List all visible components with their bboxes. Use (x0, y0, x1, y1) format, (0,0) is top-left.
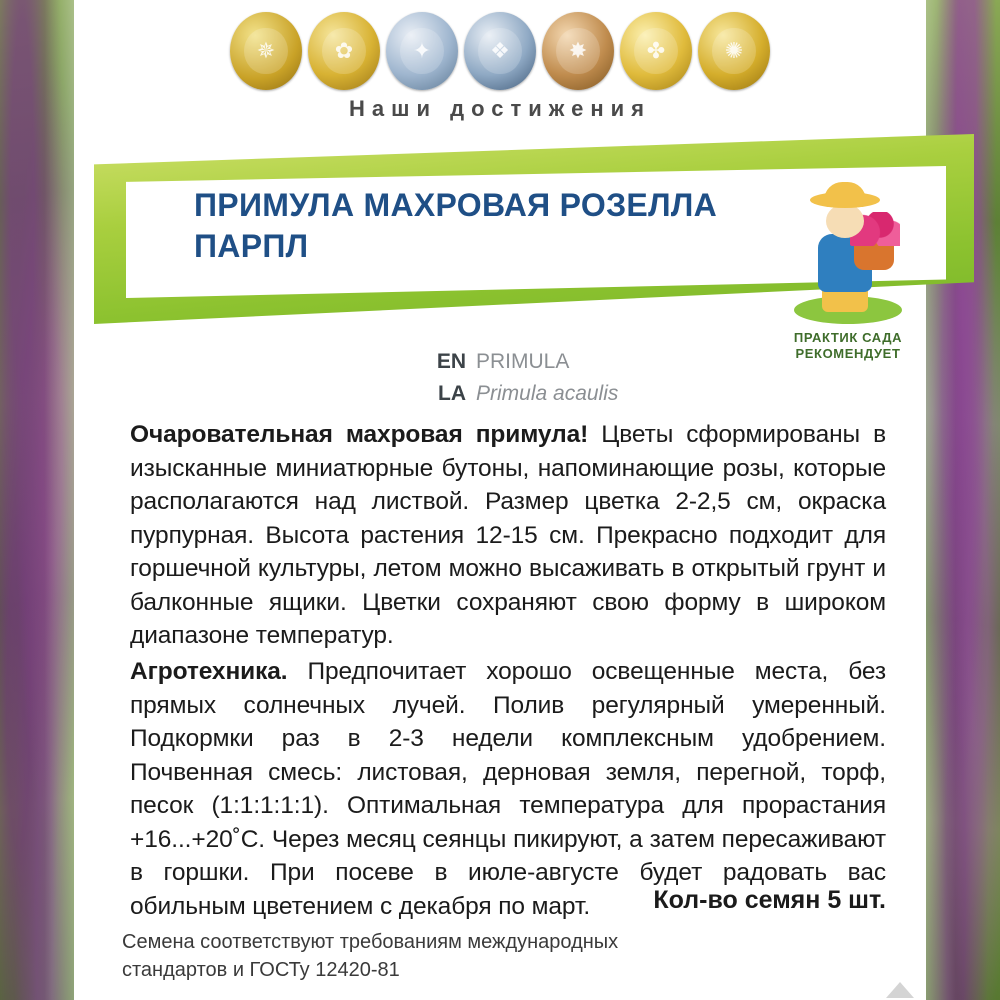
page-title (194, 185, 834, 267)
medal-gold-4-glyph: ✺ (712, 28, 755, 75)
description-body-2: Предпочитает хорошо освещенные места, без прямых солнечных лучей. Полив регулярный умеренный. Подкормки раз в 2-3 недели комплексным удобрением. Почвенная смесь: листовая, дерновая земля, перегной, торф, песок (1:1:1:1:1). Оптимальная температура для прорастания +16...+20˚С. Через месяц сеянцы пикируют, а затем пересаживают в горшки. При посеве в июле-августе будет радовать вас обильным цветением с декабря по март. (130, 657, 886, 920)
la-code-label: LA (438, 381, 466, 405)
en-name-value: PRIMULA (476, 350, 570, 373)
packet-body (74, 0, 926, 1000)
description-paragraph-2 (130, 655, 886, 924)
medal-gold-1-glyph: ✵ (244, 28, 287, 75)
medal-gold-4-icon (698, 12, 770, 90)
awards-section (74, 12, 926, 130)
gardener-badge-line-2: РЕКОМЕНДУЕТ (795, 346, 901, 362)
medal-gold-2-glyph: ✿ (322, 28, 365, 75)
medal-bronze-icon (542, 12, 614, 90)
gardener-icon (788, 188, 908, 328)
awards-caption: Наши достижения (349, 96, 651, 121)
description-paragraph-1 (130, 418, 886, 653)
medal-row (230, 12, 770, 90)
page-title-line-1: ПРИМУЛА МАХРОВАЯ РОЗЕЛЛА (194, 187, 717, 223)
species-names (424, 346, 618, 409)
description-body-1: Цветы сформированы в изысканные миниатюрные бутоны, напоминающие розы, которые располагаются над листвой. Размер цветка 2-2,5 см, окраска пурпурная. Высота растения 12-15 см. Прекрасно подходит для горшечной культуры, летом можно высаживать в открытый грунт и балконные ящики. Цветки сохраняют свою форму в широком диапазоне температур. (130, 421, 886, 650)
medal-silver-2-icon (464, 12, 536, 90)
gardener-badge-caption (778, 330, 918, 363)
medal-silver-1-glyph: ✦ (400, 28, 443, 75)
medal-gold-2-icon (308, 12, 380, 90)
gardener-badge-line-1: ПРАКТИК САДА (793, 330, 903, 345)
description-text (130, 418, 886, 925)
description-lead: Очаровательная махровая примула! (130, 421, 589, 448)
medal-gold-3-glyph: ✤ (634, 28, 677, 75)
en-code-label: EN (436, 350, 466, 373)
seed-quantity: Кол-во семян 5 шт. (653, 886, 886, 914)
gardener-recommends-badge (778, 188, 918, 363)
bottom-triangle-mark (886, 982, 914, 998)
la-name-value: Primula acaulis (476, 381, 619, 405)
la-name-row (424, 378, 618, 410)
medal-gold-1-icon (230, 12, 302, 90)
standards-footnote-line-1: Семена соответствуют требованиям международных (122, 931, 619, 953)
medal-silver-1-icon (386, 12, 458, 90)
en-name-row (424, 346, 618, 378)
agrotechnics-lead: Агротехника. (130, 657, 288, 685)
standards-footnote (122, 928, 822, 984)
standards-footnote-line-2: стандартов и ГОСТу 12420-81 (122, 959, 400, 981)
gardener-hat-brim (810, 192, 880, 208)
medal-silver-2-glyph: ❖ (478, 28, 521, 75)
page-title-line-2: ПАРПЛ (194, 227, 309, 264)
medal-gold-3-icon (620, 12, 692, 90)
left-photo-strip (0, 0, 74, 1000)
gardener-head (826, 204, 864, 238)
medal-bronze-glyph: ✸ (556, 28, 599, 75)
